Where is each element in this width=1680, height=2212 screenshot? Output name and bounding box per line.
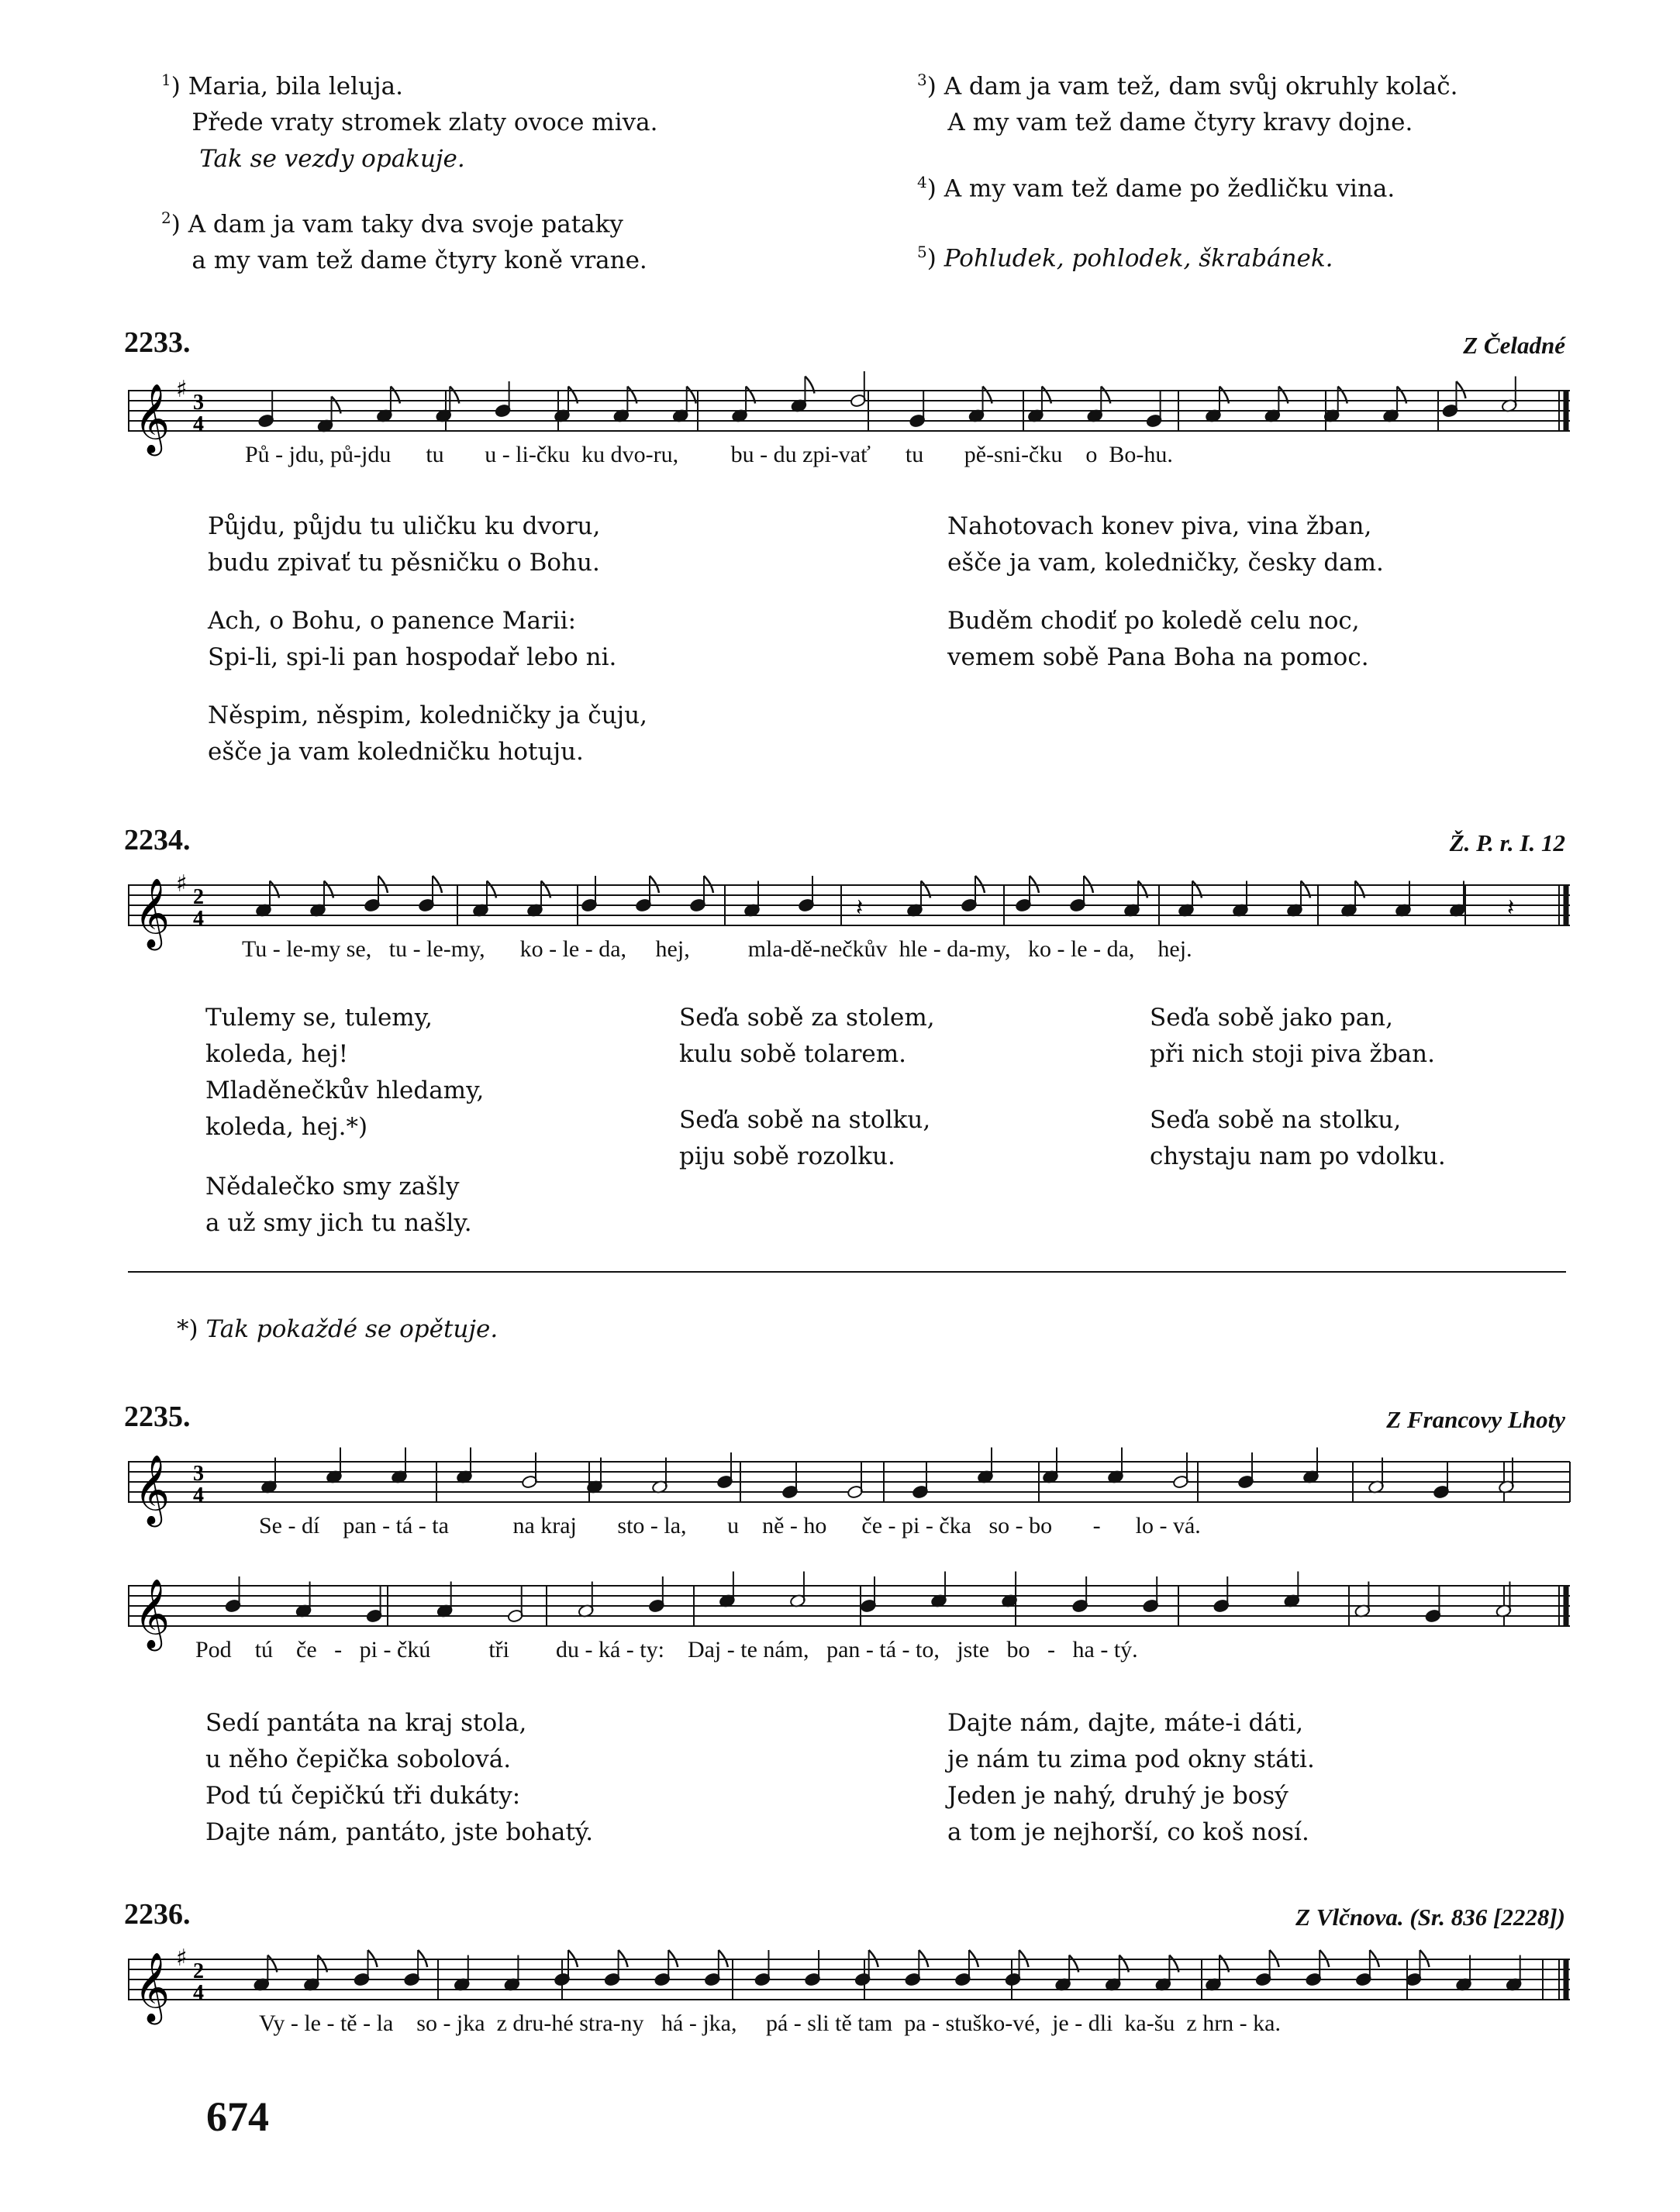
music-staff bbox=[128, 1944, 1570, 2022]
treble-clef: 𝄞 bbox=[134, 1455, 171, 1525]
lyrics-line: Pod tú če - pi - čkú tři du - ká - ty: Daj - te nám, pan - tá - to, jste bo - ha - tý. bbox=[195, 1637, 1138, 1662]
footnote-3: $^3$) A dam ja vam tež, dam svůj okruhly kolač. A my vam tež dame čtyry kravy dojne. bbox=[917, 71, 1458, 137]
stanza: Něspim, něspim, koledničky ja čuju, ešče ja vam koledničku hotuju. bbox=[208, 701, 647, 766]
stanza: Sedí pantáta na kraj stola, u něho čepička sobolová. Pod tú čepičkú tři dukáty: Dajte nám, pantáto, jste bohatý. bbox=[205, 1709, 594, 1846]
time-signature-top: 2 bbox=[193, 1959, 204, 1983]
treble-clef: 𝄞 bbox=[134, 1579, 171, 1649]
music-staff bbox=[128, 1446, 1570, 1525]
time-signature-bottom: 4 bbox=[193, 907, 204, 931]
rest: 𝄽 bbox=[856, 894, 864, 922]
stanza: Seďa sobě na stolku, chystaju nam po vdolku. bbox=[1150, 1106, 1446, 1170]
stanza: Nědalečko smy zašly a už smy jich tu našly. bbox=[205, 1173, 472, 1237]
rest: 𝄽 bbox=[1507, 894, 1515, 922]
time-signature-top: 3 bbox=[193, 391, 204, 415]
song-number: 2233. bbox=[124, 326, 191, 359]
lyrics-line: Vy - le - tě - la so - jka z dru-hé stra-ny há - jka, pá - sli tě tam pa - stuško-vé, je - dli ka-šu z hrn - ka. bbox=[259, 2010, 1281, 2036]
stanza: Půjdu, půjdu tu uličku ku dvoru, budu zpivať tu pěsničku o Bohu. bbox=[208, 512, 601, 577]
stanza: Seďa sobě na stolku, piju sobě rozolku. bbox=[679, 1106, 931, 1170]
stanza: Ach, o Bohu, o panence Marii: Spi-li, spi-li pan hospodař lebo ni. bbox=[208, 607, 617, 671]
song-source: Ž. P. r. I. 12 bbox=[1449, 829, 1565, 856]
time-signature-top: 2 bbox=[193, 885, 204, 909]
treble-clef: 𝄞 bbox=[134, 878, 171, 948]
footnote-5: $^5$) Pohludek, pohlodek, škrabánek. bbox=[917, 243, 1333, 273]
song-source: Z Francovy Lhoty bbox=[1386, 1406, 1565, 1433]
time-signature-bottom: 4 bbox=[193, 1981, 204, 2005]
song-number: 2234. bbox=[124, 824, 191, 856]
lyrics-line: Tu - le-my se, tu - le-my, ko - le - da, hej, mla-dě-nečkův hle - da-my, ko - le - da, hej. bbox=[242, 936, 1192, 962]
page-number: 674 bbox=[206, 2093, 269, 2140]
stanza: Seďa sobě jako pan, při nich stoji piva žban. bbox=[1150, 1004, 1435, 1068]
footnote-2: $^2$) A dam ja vam taky dva svoje pataky a my vam tež dame čtyry koně vrane. bbox=[161, 208, 647, 275]
footnote-star: *) Tak pokaždé se opětuje. bbox=[177, 1315, 498, 1343]
time-signature-bottom: 4 bbox=[193, 412, 204, 436]
lyrics-line: Se - dí pan - tá - ta na kraj sto - la, u ně - ho če - pi - čka so - bo - lo - vá. bbox=[259, 1513, 1201, 1538]
stanza: Dajte nám, dajte, máte-i dáti, je nám tu zima pod okny státi. Jeden je nahý, druhý je bosý a tom je nejhorší, co koš nosí. bbox=[947, 1709, 1315, 1846]
song-number: 2235. bbox=[124, 1401, 191, 1433]
song-number: 2236. bbox=[124, 1898, 191, 1931]
song-source: Z Vlčnova. (Sr. 836 [2228]) bbox=[1295, 1904, 1565, 1931]
lyrics-line: Pů - jdu, pů-jdu tu u - li-čku ku dvo-ru, bu - du zpi-vať tu pě-sni-čku o Bo-hu. bbox=[245, 442, 1173, 467]
treble-clef: 𝄞 bbox=[134, 1952, 171, 2022]
stanza: Tulemy se, tulemy, koleda, hej! Mladěnečkův hledamy, koleda, hej.*) bbox=[205, 1004, 485, 1141]
stanza: Nahotovach konev piva, vina žban, ešče ja vam, koledničky, česky dam. bbox=[947, 512, 1384, 577]
divider bbox=[128, 1271, 1566, 1273]
stanza: Buděm chodiť po koledě celu noc, vemem sobě Pana Boha na pomoc. bbox=[947, 607, 1369, 671]
treble-clef: 𝄞 bbox=[134, 384, 171, 453]
time-signature-top: 3 bbox=[193, 1462, 204, 1486]
footnote-4: $^4$) A my vam tež dame po žedličku vina. bbox=[917, 173, 1395, 203]
sharp-sign: ♯ bbox=[176, 376, 188, 403]
footnote-1: $^1$) Maria, bila leluja. Přede vraty stromek zlaty ovoce miva. Tak se vezdy opakuje. bbox=[161, 71, 658, 174]
music-staff bbox=[128, 870, 1570, 948]
music-staff bbox=[128, 1570, 1570, 1649]
sharp-sign: ♯ bbox=[176, 1945, 188, 1972]
sharp-sign: ♯ bbox=[176, 870, 188, 898]
music-staff bbox=[128, 375, 1570, 453]
stanza: Seďa sobě za stolem, kulu sobě tolarem. bbox=[679, 1004, 935, 1068]
song-source: Z Čeladné bbox=[1463, 332, 1565, 359]
time-signature-bottom: 4 bbox=[193, 1483, 204, 1507]
